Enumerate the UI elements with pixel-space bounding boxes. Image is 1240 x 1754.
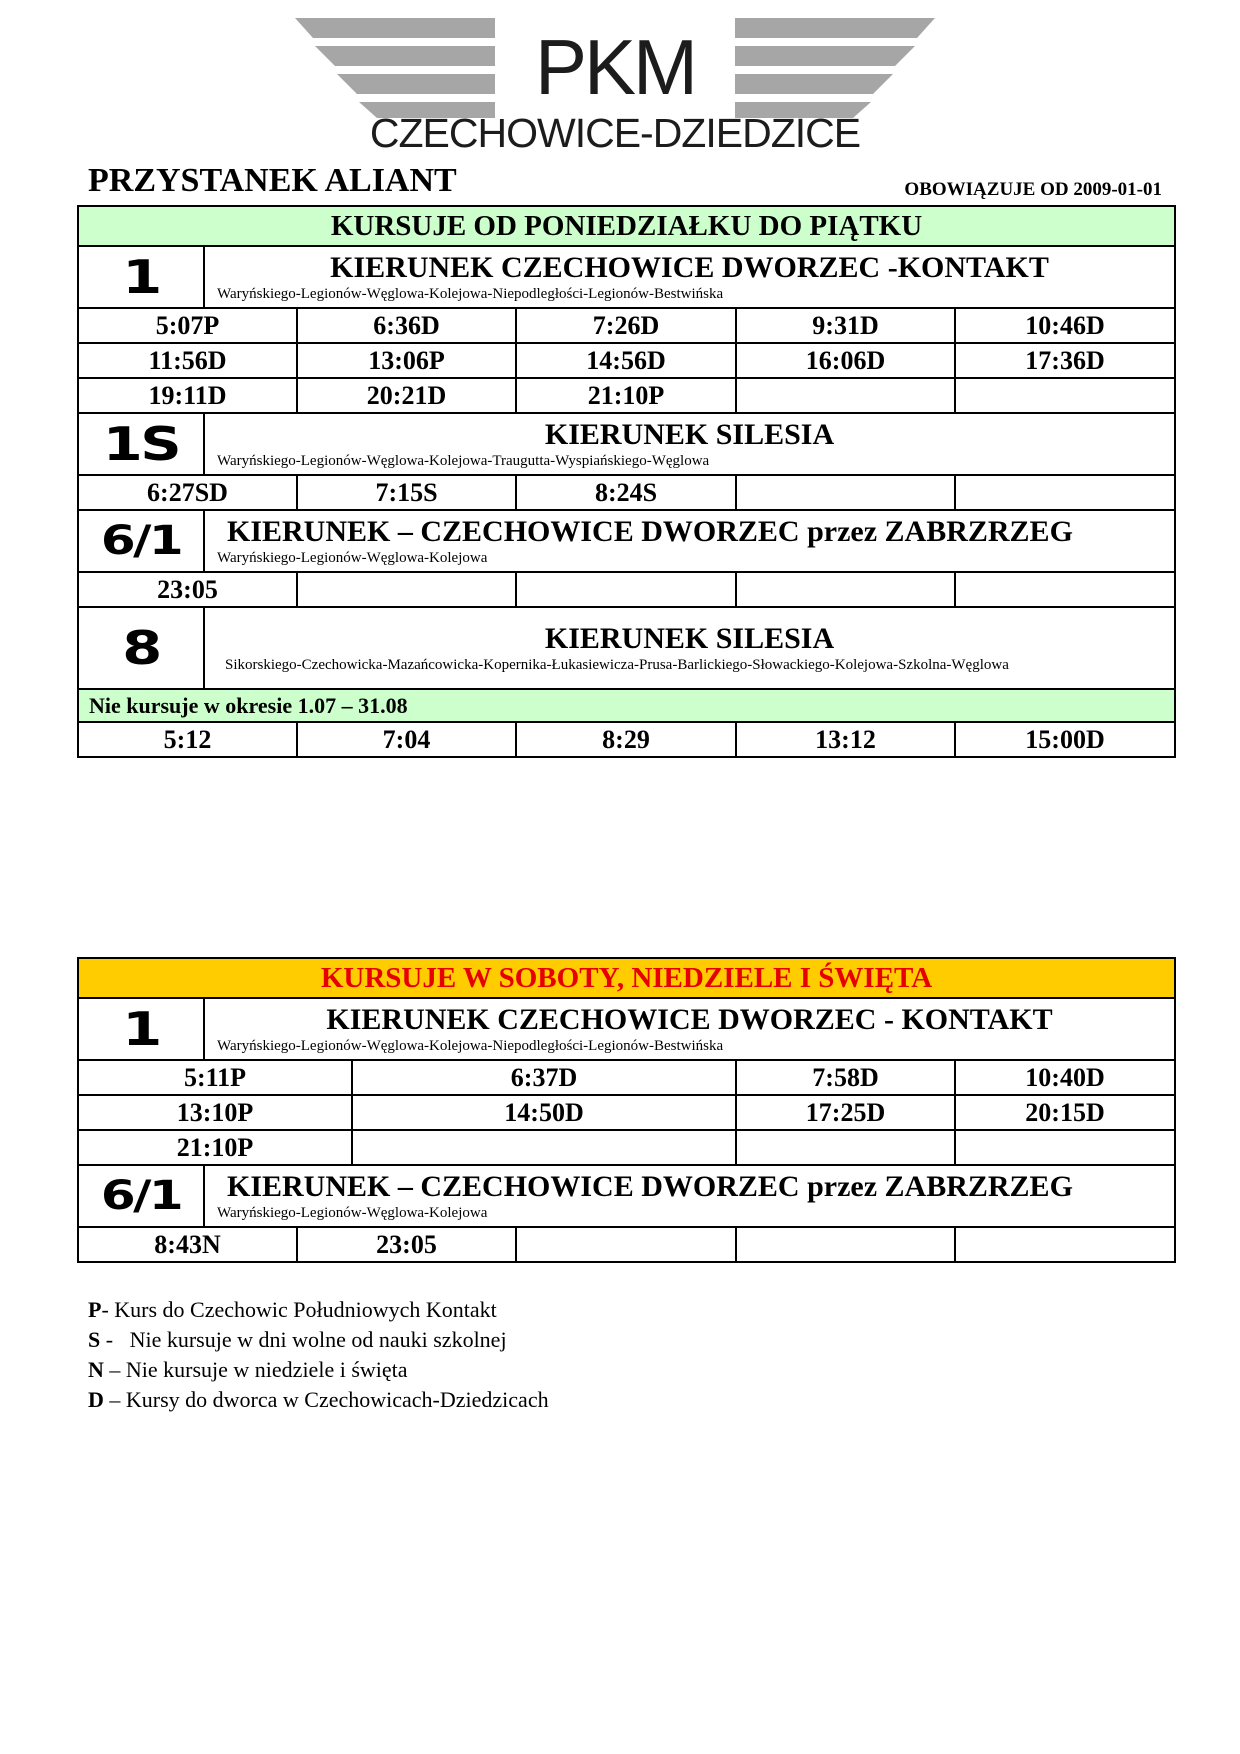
departure-time: 14:56D bbox=[516, 343, 736, 378]
line-6-1-route: Waryńskiego-Legionów-Węglowa-Kolejowa bbox=[217, 1205, 488, 1222]
departure-time: 6:36D bbox=[297, 308, 516, 343]
departure-time bbox=[736, 1130, 955, 1165]
weekend-title: KURSUJE W SOBOTY, NIEDZIELE I ŚWIĘTA bbox=[78, 958, 1175, 998]
departure-time: 5:07P bbox=[78, 308, 297, 343]
departure-time: 8:24S bbox=[516, 475, 736, 510]
departure-time bbox=[736, 1227, 955, 1262]
departure-time bbox=[955, 475, 1175, 510]
departure-time: 7:26D bbox=[516, 308, 736, 343]
legend-text: – Kursy do dworca w Czechowicach-Dziedzicach bbox=[103, 1387, 549, 1412]
departure-time: 14:50D bbox=[352, 1095, 736, 1130]
line-1-direction-cell bbox=[204, 246, 1175, 308]
legend-key: S bbox=[88, 1327, 101, 1352]
departure-time: 9:31D bbox=[736, 308, 955, 343]
departure-time: 6:37D bbox=[352, 1060, 736, 1095]
departure-time: 13:12 bbox=[736, 722, 955, 757]
line-number-6-1: 6/1 bbox=[62, 510, 220, 572]
departure-time: 19:11D bbox=[78, 378, 297, 413]
line-number-6-1: 6/1 bbox=[62, 1165, 220, 1227]
legend-item bbox=[88, 1325, 549, 1355]
departure-time bbox=[736, 378, 955, 413]
departure-time: 20:15D bbox=[955, 1095, 1175, 1130]
departure-time bbox=[297, 572, 516, 607]
departure-time bbox=[736, 475, 955, 510]
legend-item bbox=[88, 1355, 549, 1385]
line-6-1-direction-cell bbox=[204, 510, 1175, 572]
departure-time: 11:56D bbox=[78, 343, 297, 378]
departure-time bbox=[736, 572, 955, 607]
departure-time: 10:40D bbox=[955, 1060, 1175, 1095]
departure-time bbox=[955, 1227, 1175, 1262]
line-1-direction-cell bbox=[204, 998, 1175, 1060]
line-1-route: Waryńskiego-Legionów-Węglowa-Kolejowa-Niepodległości-Legionów-Bestwińska bbox=[217, 1038, 724, 1055]
departure-time: 10:46D bbox=[955, 308, 1175, 343]
departure-time bbox=[516, 1227, 736, 1262]
stop-title: PRZYSTANEK ALIANT bbox=[88, 162, 457, 199]
departure-time: 5:12 bbox=[78, 722, 297, 757]
line-number-1: 1 bbox=[62, 246, 220, 308]
legend-text: - Nie kursuje w dni wolne od nauki szkolnej bbox=[100, 1327, 507, 1352]
weekday-timetable bbox=[77, 205, 1176, 758]
departure-time: 15:00D bbox=[955, 722, 1175, 757]
line-6-1-direction-cell bbox=[204, 1165, 1175, 1227]
departure-time: 17:36D bbox=[955, 343, 1175, 378]
departure-time bbox=[516, 572, 736, 607]
departure-time: 7:58D bbox=[736, 1060, 955, 1095]
departure-time: 16:06D bbox=[736, 343, 955, 378]
line-1s-route: Waryńskiego-Legionów-Węglowa-Kolejowa-Traugutta-Wyspiańskiego-Węglowa bbox=[217, 453, 710, 470]
departure-time bbox=[955, 572, 1175, 607]
line-1s-direction: KIERUNEK SILESIA bbox=[544, 418, 835, 452]
pkm-logo bbox=[295, 18, 935, 158]
valid-from-date: OBOWIĄZUJE OD 2009-01-01 bbox=[904, 179, 1162, 200]
line-number-1: 1 bbox=[62, 998, 220, 1060]
departure-time bbox=[955, 378, 1175, 413]
line-number-8: 8 bbox=[62, 607, 220, 689]
line-8-route: Sikorskiego-Czechowicka-Mazańcowicka-Kopernika-Łukasiewicza-Prusa-Barlickiego-Słowackiego-Kolejowa-Szkolna-Węglowa bbox=[225, 657, 1009, 674]
legend-item bbox=[88, 1295, 549, 1325]
legend bbox=[88, 1295, 549, 1415]
departure-time: 17:25D bbox=[736, 1095, 955, 1130]
departure-time: 6:27SD bbox=[78, 475, 297, 510]
departure-time bbox=[955, 1130, 1175, 1165]
departure-time: 20:21D bbox=[297, 378, 516, 413]
legend-key: N bbox=[88, 1357, 104, 1382]
departure-time: 8:43N bbox=[78, 1227, 297, 1262]
legend-text: – Nie kursuje w niedziele i święta bbox=[103, 1357, 408, 1382]
logo-brand: PKM bbox=[534, 23, 696, 111]
departure-time: 7:04 bbox=[297, 722, 516, 757]
legend-item bbox=[88, 1385, 549, 1415]
line-1-direction: KIERUNEK CZECHOWICE DWORZEC - KONTAKT bbox=[326, 1003, 1053, 1037]
departure-time: 21:10P bbox=[516, 378, 736, 413]
logo-city: CZECHOWICE-DZIEDZICE bbox=[369, 110, 861, 156]
departure-time: 13:06P bbox=[297, 343, 516, 378]
weekend-timetable bbox=[77, 957, 1176, 1263]
line-8-direction-cell bbox=[204, 607, 1175, 689]
departure-time: 7:15S bbox=[297, 475, 516, 510]
legend-text: - Kurs do Czechowic Południowych Kontakt bbox=[101, 1297, 497, 1322]
departure-time: 8:29 bbox=[516, 722, 736, 757]
departure-time: 21:10P bbox=[78, 1130, 352, 1165]
line-1-direction: KIERUNEK CZECHOWICE DWORZEC -KONTAKT bbox=[330, 251, 1049, 285]
departure-time: 5:11P bbox=[78, 1060, 352, 1095]
departure-time: 13:10P bbox=[78, 1095, 352, 1130]
line-number-1s: 1S bbox=[62, 413, 220, 475]
line-8-direction: KIERUNEK SILESIA bbox=[544, 622, 835, 656]
line-6-1-direction: KIERUNEK – CZECHOWICE DWORZEC przez ZABRZRZEG bbox=[227, 1170, 1073, 1204]
legend-key: D bbox=[88, 1387, 104, 1412]
departure-time: 23:05 bbox=[78, 572, 297, 607]
line-6-1-direction: KIERUNEK – CZECHOWICE DWORZEC przez ZABRZRZEG bbox=[227, 515, 1073, 549]
legend-key: P bbox=[88, 1297, 102, 1322]
line-8-season-note: Nie kursuje w okresie 1.07 – 31.08 bbox=[78, 689, 1175, 722]
line-6-1-route: Waryńskiego-Legionów-Węglowa-Kolejowa bbox=[217, 550, 488, 567]
line-1-route: Waryńskiego-Legionów-Węglowa-Kolejowa-Niepodległości-Legionów-Bestwińska bbox=[217, 286, 724, 303]
departure-time bbox=[352, 1130, 736, 1165]
weekday-title: KURSUJE OD PONIEDZIAŁKU DO PIĄTKU bbox=[78, 206, 1175, 246]
departure-time: 23:05 bbox=[297, 1227, 516, 1262]
line-1s-direction-cell bbox=[204, 413, 1175, 475]
